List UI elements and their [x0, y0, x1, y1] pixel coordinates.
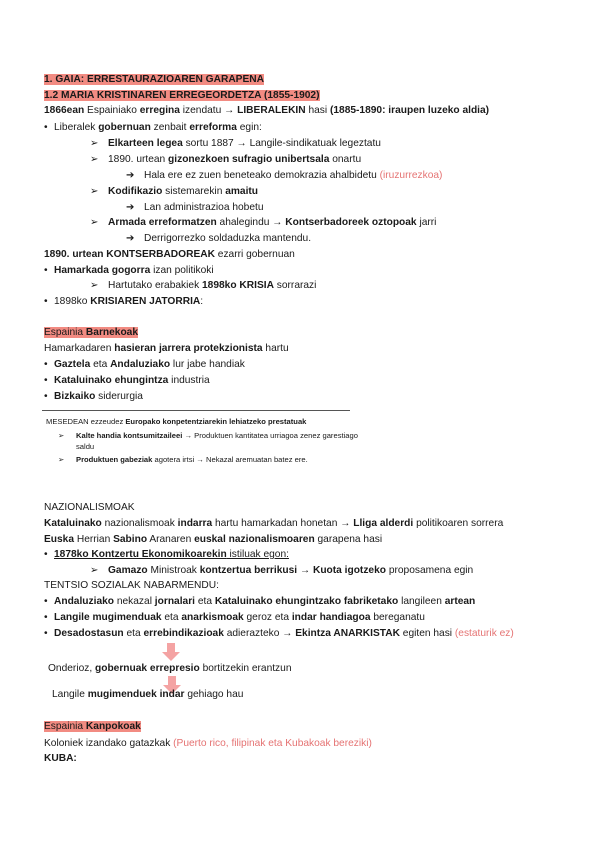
paragraph — [48, 662, 292, 675]
text: : — [200, 296, 204, 307]
highlighted-heading — [44, 327, 138, 338]
text: Andaluziako — [110, 359, 171, 370]
heading-section-text: 1.2 MARIA KRISTINAREN ERREGEORDETZA (1855-1902) — [44, 90, 320, 101]
text: Kataluinako — [44, 518, 102, 529]
text: zenbait — [150, 122, 190, 133]
list-item — [44, 374, 210, 387]
text: Gamazo — [108, 565, 148, 576]
text: Langile — [52, 689, 88, 700]
text: Lliga alderdi — [353, 518, 414, 529]
text: eta — [161, 612, 182, 623]
text: Kalte handia kontsumitzaileei — [76, 431, 183, 440]
bullet-icon: • — [44, 296, 48, 307]
text: Hartutako erabakiek — [108, 280, 203, 291]
arrowhead-icon: ➢ — [58, 455, 65, 464]
note: (Puerto rico, filipinak eta Kubakoak bereziki) — [173, 738, 372, 749]
section-heading — [44, 501, 135, 514]
text: jarri — [416, 217, 437, 228]
bullet-icon: • — [44, 612, 48, 623]
heading-topic-text: 1. GAIA: ERRESTAURAZIOAREN GARAPENA — [44, 74, 264, 85]
text: euskal nazionalismoaren — [194, 534, 315, 545]
text: 1878ko Kontzertu Ekonomikoarekin — [54, 549, 227, 560]
text: politikoaren sorrera — [413, 518, 504, 529]
text: artean — [444, 596, 476, 607]
text: Andaluziako — [54, 596, 115, 607]
text: Europako konpetentziarekin lehiatzeko prestatuak — [125, 417, 307, 426]
arrowhead-icon: ➢ — [90, 565, 99, 576]
text: hartu — [262, 343, 289, 354]
right-arrow-icon: ➔ — [126, 170, 135, 181]
text: nekazal — [114, 596, 155, 607]
text: gobernuak errepresio — [95, 663, 200, 674]
section-heading — [44, 579, 219, 592]
bullet-icon: • — [44, 375, 48, 386]
highlighted-heading — [44, 721, 141, 732]
text: hartu hamarkadan honetan → — [212, 518, 354, 529]
text: Kodifikazio — [108, 186, 163, 197]
text: 1890. urtean — [108, 154, 169, 165]
text: Lan administrazioa hobetu — [144, 202, 264, 213]
list-item — [44, 295, 203, 308]
text: Euska — [44, 534, 75, 545]
list-item — [44, 548, 289, 561]
text: egin: — [236, 122, 262, 133]
list-item — [44, 264, 214, 277]
text: Langile mugimenduak — [54, 612, 162, 623]
section-heading — [44, 326, 138, 339]
list-item — [126, 232, 311, 245]
text: eta — [123, 628, 144, 639]
box-line — [58, 455, 308, 465]
text: Gaztela — [54, 359, 91, 370]
text: (1885-1890: iraupen luzeko aldia) — [329, 105, 490, 116]
text: Desadostasun — [54, 628, 124, 639]
bullet-icon: • — [44, 391, 48, 402]
text: KRISIAREN JATORRIA — [90, 296, 201, 307]
note: (iruzurrezkoa) — [379, 170, 443, 181]
text: LIBERALEKIN — [237, 105, 306, 116]
list-item — [90, 279, 316, 292]
text: Koloniek izandako gatazkak — [44, 738, 174, 749]
list-item — [90, 153, 361, 166]
text: bortitzekin erantzun — [199, 663, 292, 674]
list-item — [44, 390, 143, 403]
text: Ekintza ANARKISTAK — [295, 628, 400, 639]
text: Kontserbadoreek oztopoak — [285, 217, 417, 228]
text: ezarri gobernuan — [214, 249, 295, 260]
text: sortu 1887 → Langile-sindikatuak legeztatu — [182, 138, 381, 149]
paragraph — [44, 737, 372, 750]
text: Elkarteen legea — [108, 138, 183, 149]
text: indarra — [177, 518, 213, 529]
bullet-icon: • — [44, 549, 48, 560]
list-item — [44, 358, 245, 371]
text: erreforma — [189, 122, 237, 133]
text: Kataluinako ehungintzako fabriketako — [214, 596, 399, 607]
text: Hala ere ez zuen beneteako demokrazia ahalbidetu — [144, 170, 380, 181]
intro-line — [44, 104, 489, 117]
text: gehiago hau — [184, 689, 244, 700]
text: izendatu → — [179, 105, 238, 116]
text: 1898ko KRISIA — [202, 280, 274, 291]
box-line — [58, 431, 358, 441]
text: erregina — [139, 105, 180, 116]
text: ahalegindu → — [216, 217, 286, 228]
text: geroz eta — [243, 612, 292, 623]
text: → Produktuen kantitatea urriagoa zenez garestiago — [182, 431, 358, 440]
text: izan politikoki — [150, 265, 214, 276]
text: Barnekoak — [85, 327, 139, 338]
text: Kanpokoak — [85, 721, 141, 732]
text: Aranaren — [147, 534, 195, 545]
text: eta — [90, 359, 111, 370]
text: kontzertua berrikusi — [199, 565, 298, 576]
text: TENTSIO SOZIALAK NABARMENDU: — [44, 580, 219, 591]
note: (estaturik ez) — [454, 628, 514, 639]
text: NAZIONALISMOAK — [44, 502, 135, 513]
text: langileen — [398, 596, 445, 607]
text: Espainiako — [84, 105, 140, 116]
arrowhead-icon: ➢ — [90, 186, 99, 197]
text: MESEDEAN ezzeudez — [46, 417, 126, 426]
text: 1866ean — [44, 105, 85, 116]
list-item — [44, 121, 262, 134]
text: hasieran jarrera protekzionista — [114, 343, 263, 354]
list-item — [90, 185, 258, 198]
text: adierazteko → — [223, 628, 296, 639]
text: Produktuen gabeziak — [76, 455, 153, 464]
text: sorrarazi — [273, 280, 317, 291]
right-arrow-icon: ➔ — [126, 202, 135, 213]
bullet-icon: • — [44, 628, 48, 639]
text: Ministroak — [147, 565, 200, 576]
text: Hamarkadaren — [44, 343, 115, 354]
text: Kataluinako ehungintza — [54, 375, 169, 386]
list-item — [44, 627, 514, 640]
list-item — [90, 564, 473, 577]
arrowhead-icon: ➢ — [58, 431, 65, 440]
divider — [42, 410, 350, 411]
paragraph — [52, 688, 243, 701]
bullet-icon: • — [44, 122, 48, 133]
text: industria — [168, 375, 210, 386]
list-item — [126, 201, 264, 214]
text: KUBA: — [44, 753, 77, 764]
paragraph — [44, 248, 295, 261]
heading-section — [44, 89, 320, 102]
text: lur jabe handiak — [170, 359, 245, 370]
box-line — [46, 417, 306, 427]
text: siderurgia — [95, 391, 143, 402]
text: Liberalek — [54, 122, 99, 133]
right-arrow-icon: ➔ — [126, 233, 135, 244]
text: saldu — [76, 442, 95, 451]
bullet-icon: • — [44, 265, 48, 276]
text: Derrigorrezko soldaduzka mantendu. — [144, 233, 312, 244]
paragraph — [44, 533, 382, 546]
text: proposamena egin — [385, 565, 474, 576]
text: sistemarekin — [162, 186, 226, 197]
down-arrow-icon — [162, 643, 180, 661]
text: Onderioz, — [48, 663, 95, 674]
list-item — [44, 595, 475, 608]
text: agotera irtsi → Nekazal aremuatan batez ere. — [152, 455, 308, 464]
text: egiten hasi — [399, 628, 455, 639]
text: onartu — [329, 154, 362, 165]
text: Sabino — [113, 534, 148, 545]
box-line — [76, 442, 94, 452]
text: amaitu — [225, 186, 259, 197]
list-item — [90, 137, 381, 150]
section-heading — [44, 720, 141, 733]
text: Armada erreformatzen — [108, 217, 217, 228]
bullet-icon: • — [44, 359, 48, 370]
text: errebindikazioak — [143, 628, 224, 639]
list-item — [90, 216, 436, 229]
arrowhead-icon: ➢ — [90, 280, 99, 291]
arrowhead-icon: ➢ — [90, 138, 99, 149]
subheading — [44, 752, 77, 765]
text: Bizkaiko — [54, 391, 96, 402]
text: 1898ko — [54, 296, 91, 307]
text: anarkismoak — [181, 612, 244, 623]
heading-topic — [44, 73, 264, 86]
text: Herrian — [74, 534, 114, 545]
arrowhead-icon: ➢ — [90, 154, 99, 165]
list-item — [44, 611, 425, 624]
list-item — [126, 169, 442, 182]
text: Espainia — [44, 327, 86, 338]
text: istiluak egon: — [226, 549, 289, 560]
text: mugimenduek indar — [87, 689, 185, 700]
arrowhead-icon: ➢ — [90, 217, 99, 228]
text: hasi — [305, 105, 330, 116]
text: 1890. urtean KONTSERBADOREAK — [44, 249, 215, 260]
text: eta — [195, 596, 215, 607]
bullet-icon: • — [44, 596, 48, 607]
text: garapena hasi — [314, 534, 383, 545]
text: gobernuan — [98, 122, 151, 133]
text: → — [297, 565, 313, 576]
text: Hamarkada gogorra — [54, 265, 151, 276]
text: bereganatu — [370, 612, 425, 623]
text: Espainia — [44, 721, 86, 732]
text: indar handiagoa — [291, 612, 371, 623]
text: Kuota igotzeko — [312, 565, 386, 576]
paragraph — [44, 517, 503, 530]
text: gizonezkoen sufragio unibertsala — [168, 154, 330, 165]
text: nazionalismoak — [101, 518, 178, 529]
paragraph — [44, 342, 289, 355]
text: jornalari — [154, 596, 195, 607]
